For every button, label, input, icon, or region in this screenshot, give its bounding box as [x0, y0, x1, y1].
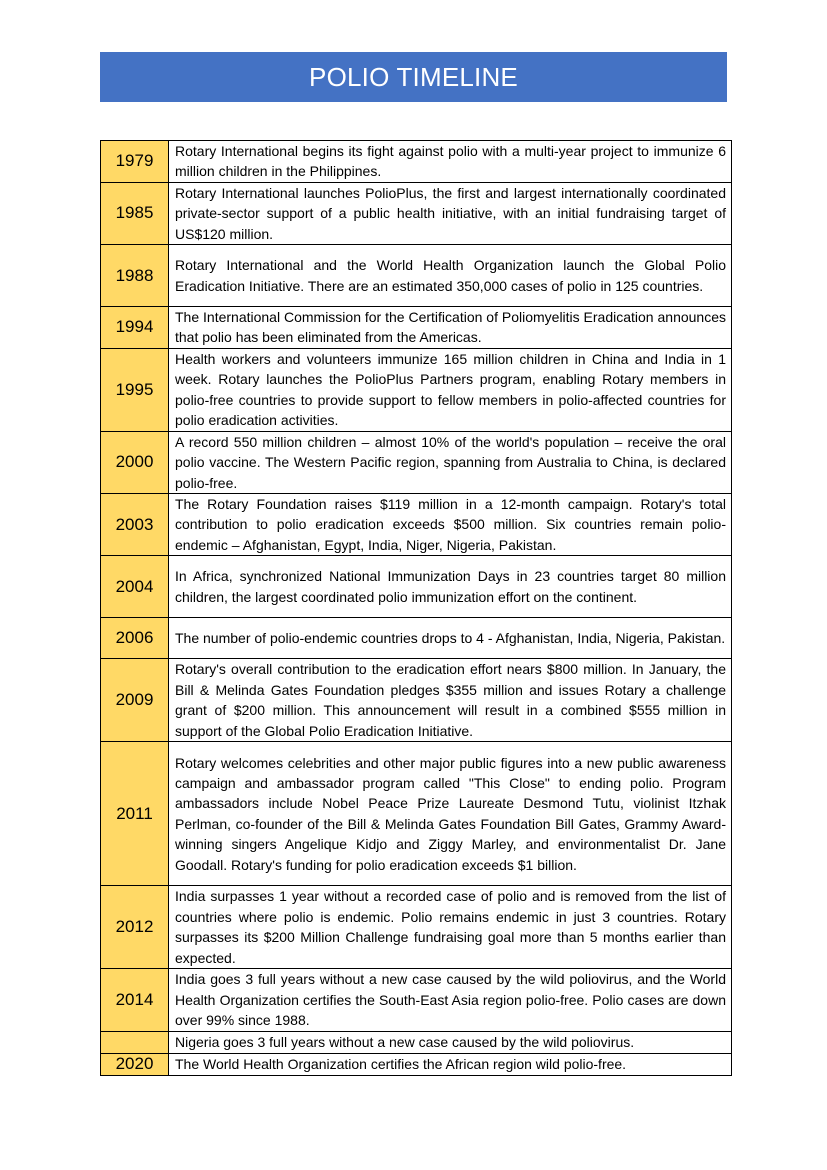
table-row [101, 556, 732, 618]
table-row [101, 348, 732, 431]
event-text: India surpasses 1 year without a recorded case of polio and is removed from the list of countries where polio is endemic. Polio remains endemic in just 3 countries. Rotary surpasses its $200 Million Challenge fundraising goal more than 5 months earlier than expected. [169, 886, 732, 969]
table-row [101, 431, 732, 493]
table-row [101, 182, 732, 244]
year-cell: 1988 [101, 245, 169, 307]
page-title: POLIO TIMELINE [309, 61, 518, 92]
table-row [101, 494, 732, 556]
event-text: Rotary's overall contribution to the eradication effort nears $800 million. In January, the Bill & Melinda Gates Foundation pledges $355 million and issues Rotary a challenge grant of $200 million. This announcement will result in a combined $555 million in support of the Global Polio Eradication Initiative. [169, 659, 732, 742]
year-cell: 2009 [101, 659, 169, 742]
year-cell: 1994 [101, 307, 169, 349]
table-row [101, 659, 732, 742]
year-cell: 2020 [101, 1053, 169, 1075]
table-row [101, 969, 732, 1031]
year-cell: 1979 [101, 141, 169, 183]
year-cell: 2012 [101, 886, 169, 969]
table-row [101, 618, 732, 659]
timeline-body [101, 141, 732, 1076]
event-text: Rotary International launches PolioPlus, the first and largest internationally coordinated private-sector support of a public health initiative, with an initial fundraising target of US$120 million. [169, 182, 732, 244]
title-banner [100, 52, 727, 102]
year-cell: 2006 [101, 618, 169, 659]
event-text: Health workers and volunteers immunize 165 million children in China and India in 1 week. Rotary launches the PolioPlus Partners program, enabling Rotary members in polio-free countries to provide support to fellow members in polio-affected countries for polio eradication activities. [169, 348, 732, 431]
year-cell: 2003 [101, 494, 169, 556]
event-text: Nigeria goes 3 full years without a new case caused by the wild poliovirus. [169, 1031, 732, 1053]
year-cell-empty [101, 1031, 169, 1053]
table-row [101, 141, 732, 183]
event-text: In Africa, synchronized National Immunization Days in 23 countries target 80 million children, the largest coordinated polio immunization effort on the continent. [169, 556, 732, 618]
event-text: The International Commission for the Certification of Poliomyelitis Eradication announces that polio has been eliminated from the Americas. [169, 307, 732, 349]
year-cell: 2000 [101, 431, 169, 493]
year-cell: 1985 [101, 182, 169, 244]
year-cell: 1995 [101, 348, 169, 431]
timeline-table [100, 140, 732, 1076]
event-text: Rotary International and the World Health Organization launch the Global Polio Eradication Initiative. There are an estimated 350,000 cases of polio in 125 countries. [169, 245, 732, 307]
table-row [101, 886, 732, 969]
year-cell: 2014 [101, 969, 169, 1031]
event-text: India goes 3 full years without a new case caused by the wild poliovirus, and the World Health Organization certifies the South-East Asia region polio-free. Polio cases are down over 99% since 1988. [169, 969, 732, 1031]
event-text: A record 550 million children – almost 10% of the world's population – receive the oral polio vaccine. The Western Pacific region, spanning from Australia to China, is declared polio-free. [169, 431, 732, 493]
table-row [101, 245, 732, 307]
year-cell: 2004 [101, 556, 169, 618]
table-row [101, 742, 732, 886]
event-text: Rotary International begins its fight against polio with a multi-year project to immunize 6 million children in the Philippines. [169, 141, 732, 183]
event-text: Rotary welcomes celebrities and other major public figures into a new public awareness campaign and ambassador program called "This Close" to ending polio. Program ambassadors include Nobel Peace Prize Laureate Desmond Tutu, violinist Itzhak Perlman, co-founder of the Bill & Melinda Gates Foundation Bill Gates, Grammy Award-winning singers Angelique Kidjo and Ziggy Marley, and environmentalist Dr. Jane Goodall. Rotary's funding for polio eradication exceeds $1 billion. [169, 742, 732, 886]
year-cell: 2011 [101, 742, 169, 886]
event-text: The Rotary Foundation raises $119 million in a 12-month campaign. Rotary's total contribution to polio eradication exceeds $500 million. Six countries remain polio-endemic – Afghanistan, Egypt, India, Niger, Nigeria, Pakistan. [169, 494, 732, 556]
table-row [101, 307, 732, 349]
event-text: The World Health Organization certifies the African region wild polio-free. [169, 1053, 732, 1075]
table-row [101, 1031, 732, 1053]
event-text: The number of polio-endemic countries drops to 4 - Afghanistan, India, Nigeria, Pakistan. [169, 618, 732, 659]
table-row [101, 1053, 732, 1075]
